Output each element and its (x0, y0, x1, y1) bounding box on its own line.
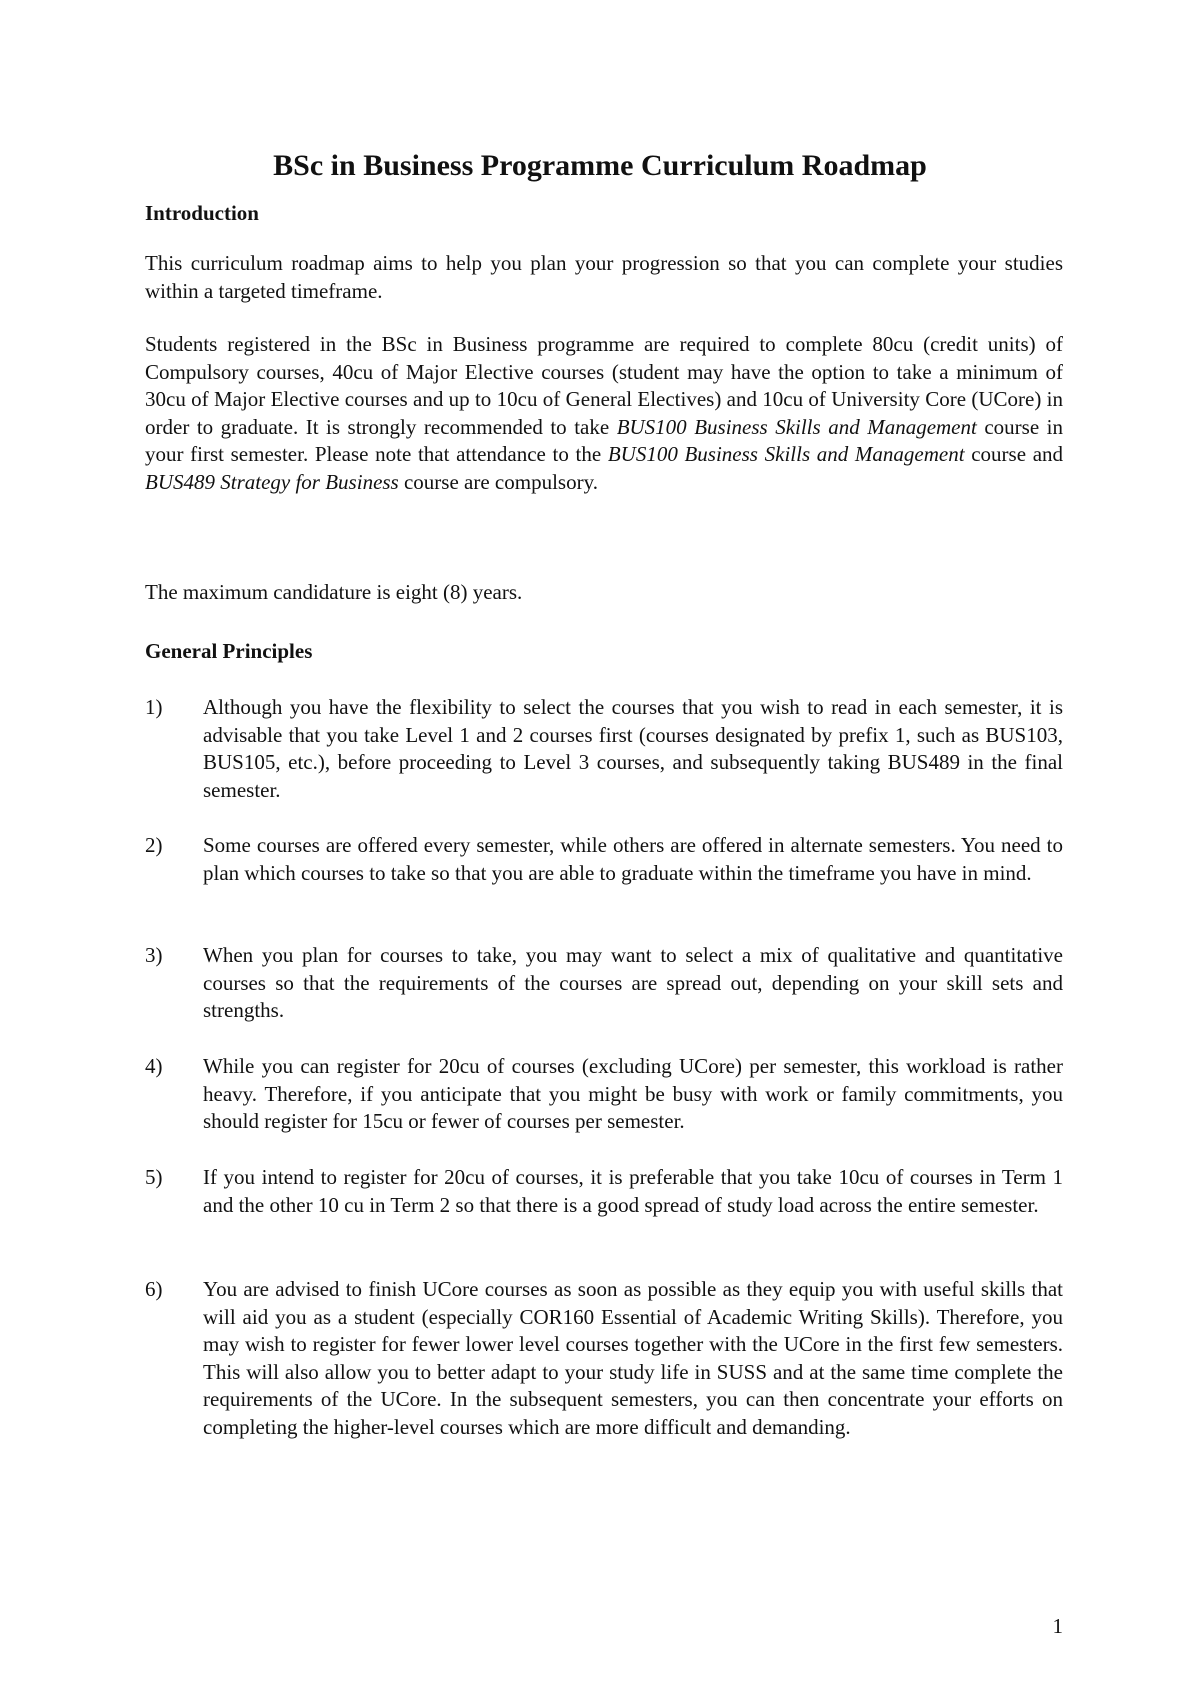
principle-text: You are advised to finish UCore courses as soon as possible as they equip you with useful skills that will aid you as a student (especially COR160 Essential of Academic Writing Skills). Therefore, you may wish to register for fewer lower level courses together with the UCore in the first few semesters. This will also allow you to better adapt to your study life in SUSS and at the same time complete the requirements of the UCore. In the subsequent semesters, you can then concentrate your efforts on completing the higher-level courses which are more difficult and demanding. (203, 1277, 1063, 1439)
page-title: BSc in Business Programme Curriculum Roadmap (273, 149, 927, 182)
principle-number: 4) (145, 1054, 163, 1078)
para2-text-3: course and (964, 442, 1064, 467)
para2-text-4: course are compulsory. (398, 469, 598, 494)
principle-number: 1) (145, 695, 163, 719)
introduction-paragraph-2 (145, 331, 1063, 497)
para2-italic-course-1: BUS100 Business Skills and Management (616, 414, 977, 439)
principle-item (145, 1164, 1063, 1219)
introduction-heading: Introduction (145, 201, 259, 225)
principle-item (145, 694, 1063, 804)
principle-item (145, 942, 1063, 1025)
principle-number: 3) (145, 943, 163, 967)
principle-text: If you intend to register for 20cu of courses, it is preferable that you take 10cu of courses in Term 1 and the other 10 cu in Term 2 so that there is a good spread of study load across the entire semester. (203, 1165, 1063, 1217)
para2-text-2: course in your first semester. Please note that attendance to the (145, 414, 1064, 467)
introduction-paragraph-1: This curriculum roadmap aims to help you plan your progression so that you can complete your studies within a targeted timeframe. (145, 251, 1063, 303)
principle-item (145, 1276, 1063, 1442)
para2-italic-course-3: BUS489 Strategy for Business (145, 469, 399, 494)
para2-italic-course-2: BUS100 Business Skills and Management (607, 442, 965, 467)
principle-text: Some courses are offered every semester, while others are offered in alternate semesters. You need to plan which courses to take so that you are able to graduate within the timeframe you have in mind. (203, 833, 1063, 885)
principle-number: 6) (145, 1277, 163, 1301)
introduction-paragraph-3: The maximum candidature is eight (8) years. (145, 580, 523, 604)
page-number: 1 (1052, 1614, 1063, 1638)
principle-text: Although you have the flexibility to select the courses that you wish to read in each semester, it is advisable that you take Level 1 and 2 courses first (courses designated by prefix 1, such as BUS103, BUS105, etc.), before proceeding to Level 3 courses, and subsequently taking BUS489 in the final semester. (203, 695, 1063, 802)
principle-item (145, 832, 1063, 887)
principle-number: 5) (145, 1165, 163, 1189)
general-principles-heading: General Principles (145, 639, 313, 663)
principle-text: While you can register for 20cu of courses (excluding UCore) per semester, this workload is rather heavy. Therefore, if you anticipate that you might be busy with work or family commitments, you should register for 15cu or fewer of courses per semester. (203, 1054, 1063, 1134)
principle-text: When you plan for courses to take, you may want to select a mix of qualitative and quantitative courses so that the requirements of the courses are spread out, depending on your skill sets and strengths. (203, 943, 1063, 1023)
para2-text-1: Students registered in the BSc in Business programme are required to complete 80cu (credit units) of Compulsory courses, 40cu of Major Elective courses (student may have the option to take a minimum of 30cu of Major Elective courses and up to 10cu of General Electives) and 10cu of University Core (UCore) in order to graduate. It is strongly recommended to take (145, 332, 1063, 439)
principle-item (145, 1053, 1063, 1136)
principle-number: 2) (145, 833, 163, 857)
